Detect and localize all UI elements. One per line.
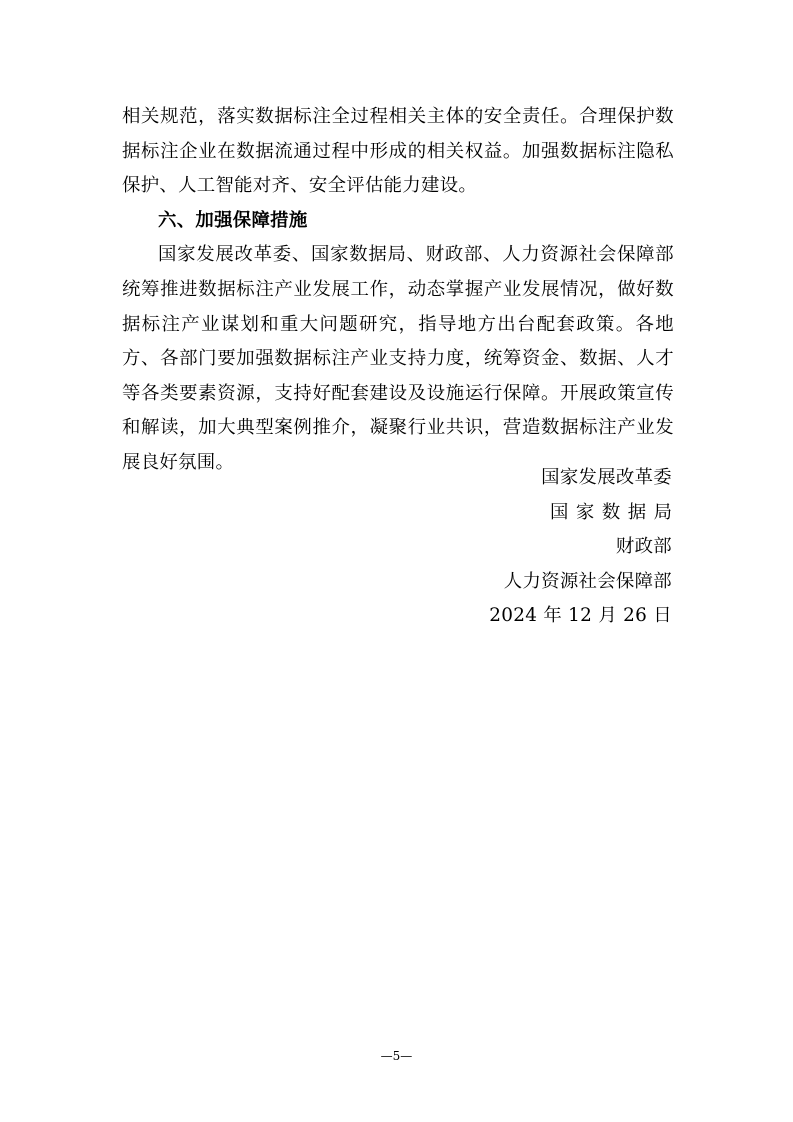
issuer-ndrc: 国家发展改革委	[541, 467, 672, 488]
issuer-nda: 国家数据局	[550, 501, 680, 523]
issuer-mohrss: 人力资源社会保障部	[503, 570, 672, 592]
document-body	[122, 100, 674, 481]
issue-date: 2024 年 12 月 26 日	[489, 605, 672, 627]
section-heading: 六、加强保障措施	[158, 209, 308, 231]
paragraph-measures: 国家发展改革委、国家数据局、财政部、人力资源社会保障部统筹推进数据标注产业发展工作，动态掌握产业发展情况，做好数据标注产业谋划和重大问题研究，指导地方出台配套政策。各地方、各部门要加强数据标注产业支持力度，统筹资金、数据、人才等各类要素资源，支持好配套建设及设施运行保障。开展政策宣传和解读，加大典型案例推介，凝聚行业共识，营造数据标注产业发展良好氛围。	[122, 244, 674, 473]
page-number: —5—	[380, 1049, 413, 1063]
issuer-mof: 财政部	[615, 536, 672, 558]
signature-block	[372, 461, 680, 634]
paragraph-continued: 相关规范，落实数据标注全过程相关主体的安全责任。合理保护数据标注企业在数据流通过程中形成的相关权益。加强数据标注隐私保护、人工智能对齐、安全评估能力建设。	[122, 106, 674, 197]
